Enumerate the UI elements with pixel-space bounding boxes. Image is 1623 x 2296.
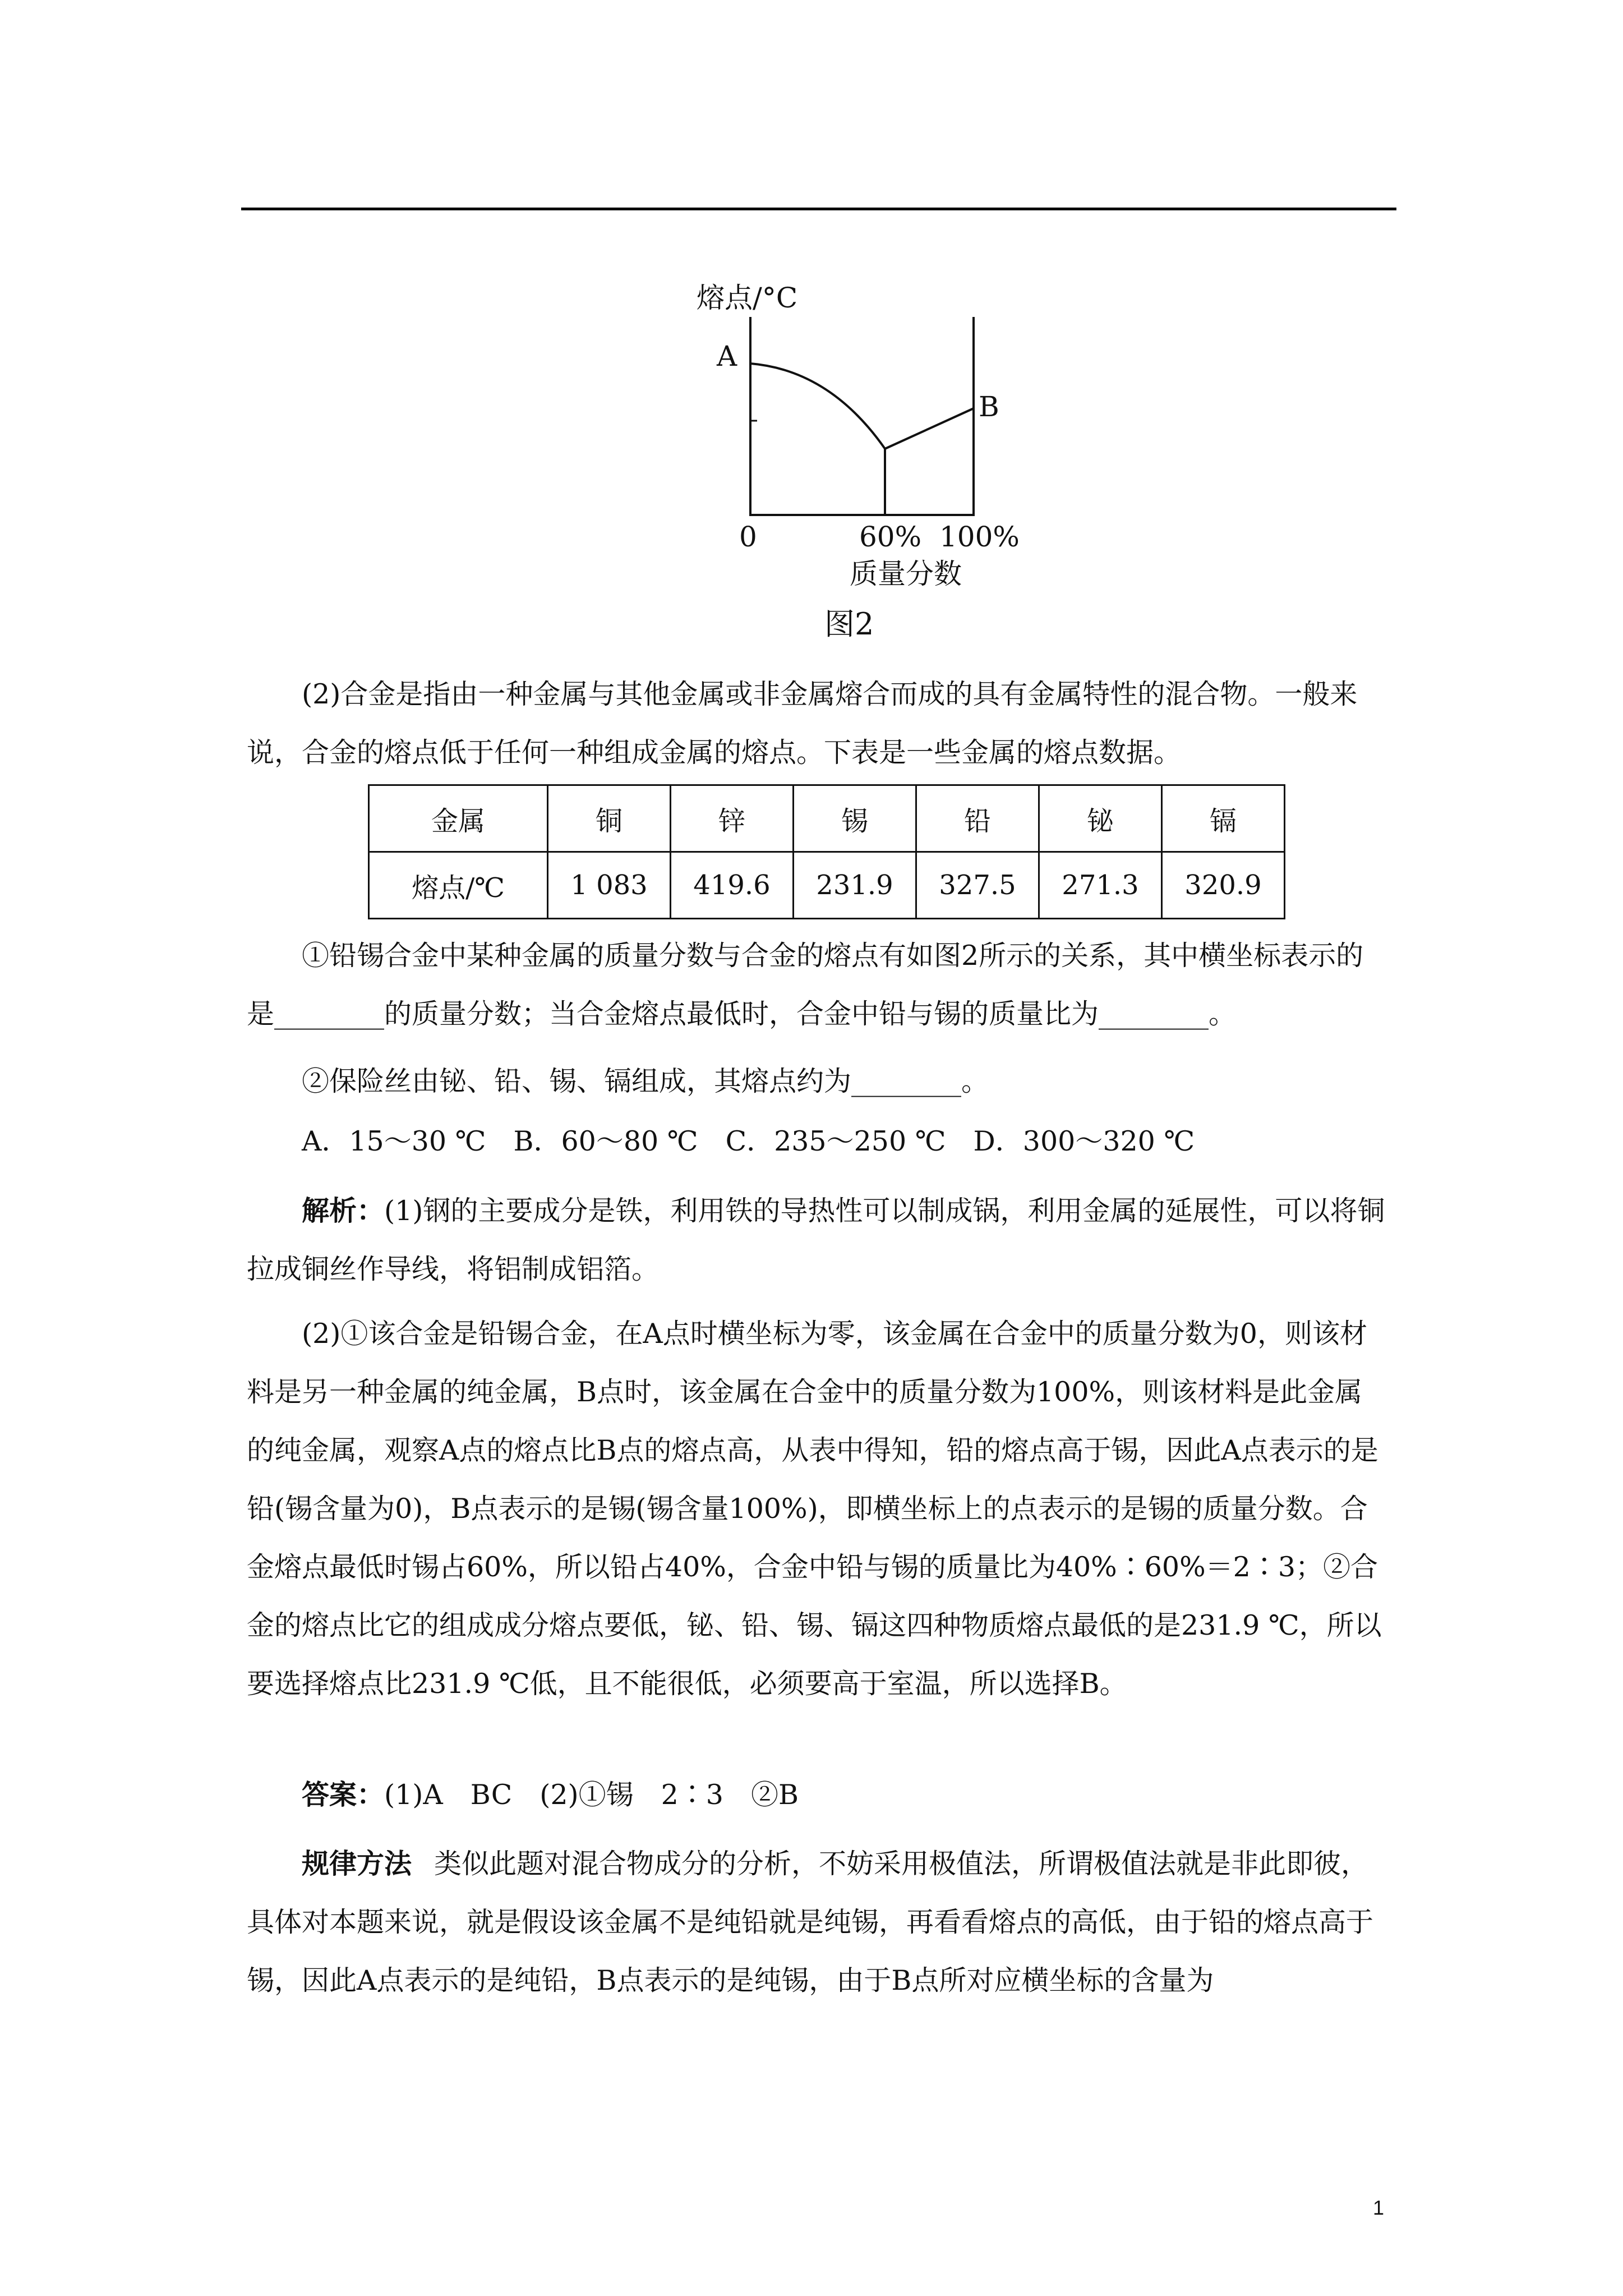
table-cell: 铅 — [916, 785, 1039, 852]
table-cell: 铋 — [1039, 785, 1162, 852]
question2-part2: ②保险丝由铋、铅、锡、镉组成，其熔点约为________。 — [302, 1065, 989, 1097]
method-label: 规律方法 — [302, 1847, 412, 1880]
table-cell: 锌 — [671, 785, 794, 852]
x-tick-100: 100% — [939, 521, 1020, 553]
figure-melting-point-diagram — [662, 269, 1021, 600]
page-number: 1 — [1373, 2196, 1385, 2219]
analysis-part2: (2)①该合金是铅锡合金，在A点时横坐标为零，该金属在合金中的质量分数为0，则该材料是另一种金属的纯金属，B点时，该金属在合金中的质量分数为100%，则该材料是此金属的纯金属，观察A点的熔点比B点的熔点高，从表中得知，铅的熔点高于锡，因此A点表示的是铅(锡含量为0)，B点表示的是锡(锡含量100%)，即横坐标上的点表示的是锡的质量分数。合金熔点最低时锡占60%，所以铅占40%，合金中铅与锡的质量比为40%∶60%＝2∶3；②合金的熔点比它的组成成分熔点要低，铋、铅、锡、镉这四种物质熔点最低的是231.9 ℃，所以要选择熔点比231.9 ℃低，且不能很低，必须要高于室温，所以选择B。 — [247, 1318, 1382, 1700]
answer-label: 答案： — [302, 1778, 385, 1811]
question2-intro: (2)合金是指由一种金属与其他金属或非金属熔合而成的具有金属特性的混合物。一般来说，合金的熔点低于任何一种组成金属的熔点。下表是一些金属的熔点数据。 — [247, 678, 1358, 769]
point-a-label: A — [717, 340, 737, 372]
table-cell: 铜 — [548, 785, 671, 852]
method-text: 类似此题对混合物成分的分析，不妨采用极值法，所谓极值法就是非此即彼，具体对本题来说，就是假设该金属不是纯铅就是纯锡，再看看熔点的高低，由于铅的熔点高于锡，因此A点表示的是纯铅，B点表示的是纯锡，由于B点所对应横坐标的含量为 — [247, 1848, 1374, 1996]
header-rule — [241, 208, 1396, 210]
method-paragraph — [247, 1834, 1385, 2010]
curve-a-to-min — [750, 364, 885, 449]
point-b-label: B — [979, 390, 999, 423]
table-row — [369, 785, 1285, 852]
table-header-cell: 熔点/℃ — [369, 852, 548, 919]
question2-part1: ①铅锡合金中某种金属的质量分数与合金的熔点有如图2所示的关系，其中横坐标表示的是________的质量分数；当合金熔点最低时，合金中铅与锡的质量比为________。 — [247, 940, 1364, 1030]
table-cell: 231.9 — [794, 852, 916, 919]
answer-text: (1)A BC (2)①锡 2∶3 ②B — [384, 1779, 799, 1811]
answer-options: A．15～30 ℃ B．60～80 ℃ C．235～250 ℃ D．300～320 ℃ — [302, 1125, 1195, 1157]
table-header-cell: 金属 — [369, 785, 548, 852]
table-cell: 1 083 — [548, 852, 671, 919]
table-cell: 271.3 — [1039, 852, 1162, 919]
analysis-part1-text: (1)钢的主要成分是铁，利用铁的导热性可以制成锅，利用金属的延展性，可以将铜拉成铜丝作导线，将铝制成铝箔。 — [247, 1195, 1385, 1285]
table-cell: 419.6 — [671, 852, 794, 919]
x-tick-0: 0 — [739, 521, 757, 553]
melting-point-table — [368, 784, 1285, 919]
x-tick-60: 60% — [859, 521, 922, 553]
figure-caption: 图2 — [824, 606, 874, 642]
table-cell: 锡 — [794, 785, 916, 852]
table-cell: 320.9 — [1162, 852, 1285, 919]
table-cell: 镉 — [1162, 785, 1285, 852]
analysis-label: 解析： — [302, 1194, 385, 1227]
y-axis-label: 熔点/°C — [697, 282, 798, 314]
line-min-to-b — [885, 408, 974, 449]
analysis-part1 — [247, 1181, 1385, 1299]
answer — [302, 1775, 799, 1815]
table-row — [369, 852, 1285, 919]
table-cell: 327.5 — [916, 852, 1039, 919]
x-axis-label: 质量分数 — [850, 558, 962, 590]
